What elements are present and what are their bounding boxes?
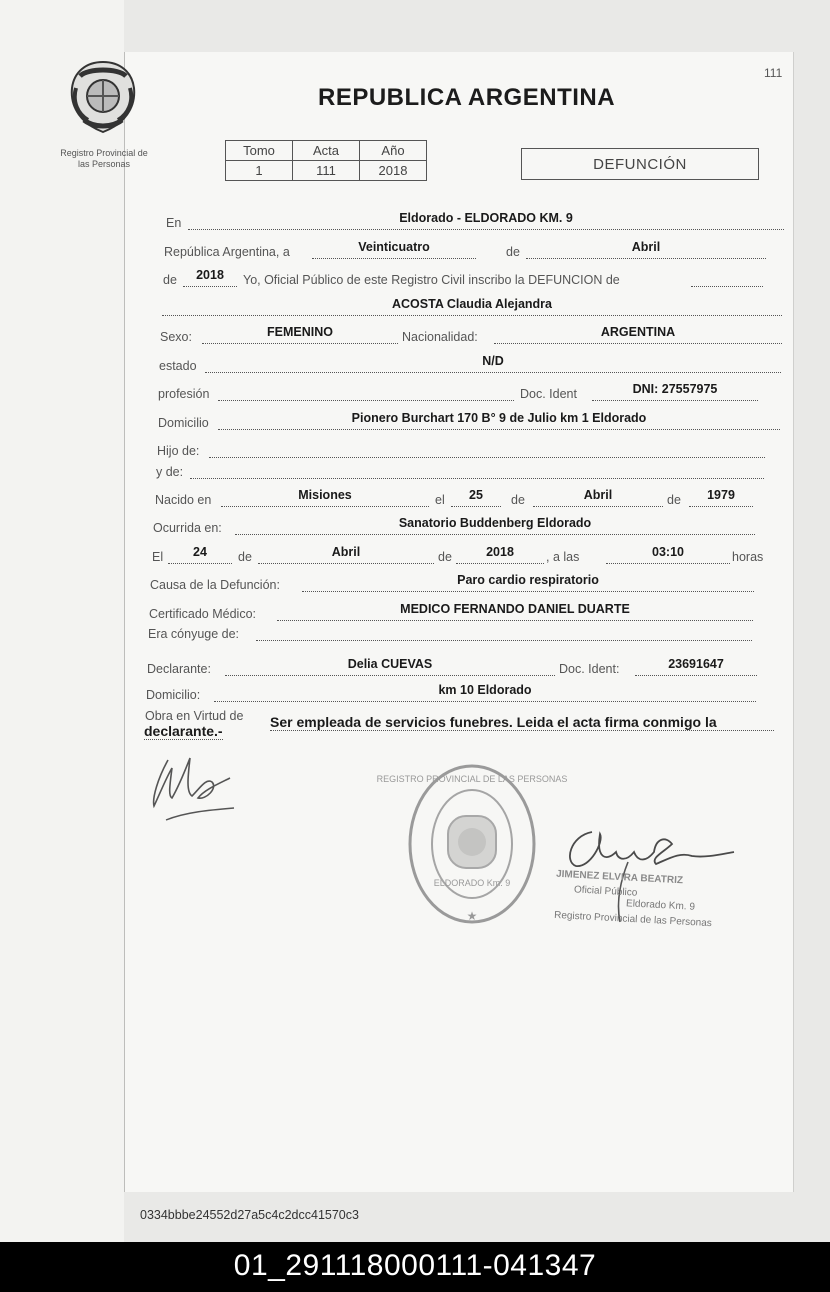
officer-stamp-line2: Oficial Público (573, 884, 638, 899)
officer-stamp-line3: Eldorado Km. 9 (625, 898, 696, 913)
decl-doc-field: 23691647 (635, 657, 757, 676)
en-label: En (166, 216, 182, 230)
row-yde (156, 459, 780, 479)
officer-stamp-line1: JIMENEZ ELVIRA BEATRIZ (555, 868, 684, 887)
domicilio2-label: Domicilio: (146, 688, 201, 702)
row-sexo (160, 324, 784, 344)
death-de2-label: de (438, 550, 452, 564)
domicilio-field: Pionero Burchart 170 B° 9 de Julio km 1 Eldorado (218, 411, 780, 430)
month-field: Abril (526, 240, 766, 259)
declarant-signature-icon (146, 748, 242, 828)
republica-label: República Argentina, a (164, 245, 290, 259)
doc-label: Doc. Ident (520, 387, 577, 401)
row-declarante (147, 656, 773, 676)
record-table-value-row (226, 161, 427, 181)
record-table-header: Año (360, 141, 427, 161)
birth-de2-label: de (667, 493, 681, 507)
record-table-header: Tomo (226, 141, 293, 161)
estado-label: estado (159, 359, 197, 373)
document-hash: 0334bbbe24552d27a5c4c2dcc41570c3 (140, 1208, 359, 1222)
birth-month-field: Abril (533, 488, 663, 507)
left-margin (0, 0, 124, 1242)
sexo-label: Sexo: (160, 330, 192, 344)
inscribo-text: Yo, Oficial Público de este Registro Civil inscribo la DEFUNCION de (243, 273, 620, 287)
obra-field-line2: declarante.- (144, 723, 223, 739)
declarante-label: Declarante: (147, 662, 211, 676)
de-label: de (506, 245, 520, 259)
el2-label: El (152, 550, 164, 564)
page-title: REPUBLICA ARGENTINA (318, 84, 616, 111)
certificado-label: Certificado Médico: (149, 607, 256, 621)
row-domicilio2 (146, 682, 772, 702)
alas-label: , a las (546, 550, 580, 564)
domicilio2-field: km 10 Eldorado (214, 683, 756, 702)
ocurrida-label: Ocurrida en: (153, 521, 222, 535)
nacido-label: Nacido en (155, 493, 212, 507)
row-conyuge (148, 621, 774, 641)
el-label: el (435, 493, 445, 507)
stamp-inner-text: ELDORADO Km. 9 (433, 878, 511, 888)
sexo-field: FEMENINO (202, 325, 398, 344)
year-field: 2018 (183, 268, 237, 287)
birth-day-field: 25 (451, 488, 501, 507)
nacionalidad-label: Nacionalidad: (402, 330, 478, 344)
nacido-field: Misiones (221, 488, 429, 507)
ocurrida-field: Sanatorio Buddenberg Eldorado (235, 516, 755, 535)
horas-label: horas (732, 550, 764, 564)
conyuge-field (256, 622, 752, 641)
record-table-value: 1 (226, 161, 293, 181)
row-obra (145, 703, 275, 723)
obra-field-line1: Ser empleada de servicios funebres. Leida el acta firma conmigo la (270, 714, 774, 731)
svg-text:★: ★ (466, 909, 478, 923)
officer-stamp-line4: Registro Provincial de las Personas (553, 909, 713, 930)
causa-label: Causa de la Defunción: (150, 578, 280, 592)
death-month-field: Abril (258, 545, 434, 564)
deceased-name-field: ACOSTA Claudia Alejandra (162, 297, 782, 316)
row-republica (164, 239, 784, 259)
provincia-misiones-coat-of-arms-icon (66, 58, 140, 136)
hijo-field (209, 439, 765, 458)
yde-field (190, 460, 764, 479)
registry-label (44, 148, 164, 170)
causa-field: Paro cardio respiratorio (302, 573, 754, 592)
birth-year-field: 1979 (689, 488, 753, 507)
page-number: 111 (764, 66, 783, 80)
footer-bar (0, 1242, 830, 1292)
estado-field: N/D (205, 354, 781, 373)
record-table-value: 111 (293, 161, 360, 181)
inscribo-blank-field (691, 268, 763, 287)
year-de-label: de (163, 273, 177, 287)
death-time-field: 03:10 (606, 545, 730, 564)
record-type-box: DEFUNCIÓN (521, 148, 759, 180)
day-words-field: Veinticuatro (312, 240, 476, 259)
decl-doc-label: Doc. Ident: (559, 662, 620, 676)
en-field: Eldorado - ELDORADO KM. 9 (188, 211, 784, 230)
row-inscribo (163, 267, 783, 287)
row-death-date (152, 544, 778, 564)
birth-de1-label: de (511, 493, 525, 507)
row-nacido (155, 487, 779, 507)
profesion-label: profesión (158, 387, 210, 401)
death-day-field: 24 (168, 545, 232, 564)
row-deceased-name (162, 296, 784, 316)
record-table (225, 140, 427, 181)
row-ocurrida (153, 515, 777, 535)
declarante-field: Delia CUEVAS (225, 657, 555, 676)
file-id: 01_291118000111-041347 (233, 1249, 597, 1282)
stamp-outer-text: REGISTRO PROVINCIAL DE LAS PERSONAS (376, 774, 568, 784)
obra-label: Obra en Virtud de (145, 709, 244, 723)
certificado-field: MEDICO FERNANDO DANIEL DUARTE (277, 602, 753, 621)
death-year-field: 2018 (456, 545, 544, 564)
domicilio-label: Domicilio (158, 416, 209, 430)
row-profesion (158, 381, 782, 401)
row-certificado (149, 601, 775, 621)
record-table-header-row (226, 141, 427, 161)
record-table-header: Acta (293, 141, 360, 161)
row-estado (159, 353, 783, 373)
conyuge-label: Era cónyuge de: (148, 627, 240, 641)
row-hijo (157, 438, 781, 458)
yde-label: y de: (156, 465, 184, 479)
row-causa (150, 572, 776, 592)
official-round-stamp-icon (376, 760, 568, 928)
profesion-field (218, 382, 514, 401)
registry-label-line1: Registro Provincial de (60, 148, 148, 158)
hijo-label: Hijo de: (157, 444, 200, 458)
row-en (166, 210, 786, 230)
nacionalidad-field: ARGENTINA (494, 325, 782, 344)
row-domicilio (158, 410, 782, 430)
doc-field: DNI: 27557975 (592, 382, 758, 401)
death-de1-label: de (238, 550, 252, 564)
registry-label-line2: las Personas (77, 159, 131, 169)
record-table-value: 2018 (360, 161, 427, 181)
